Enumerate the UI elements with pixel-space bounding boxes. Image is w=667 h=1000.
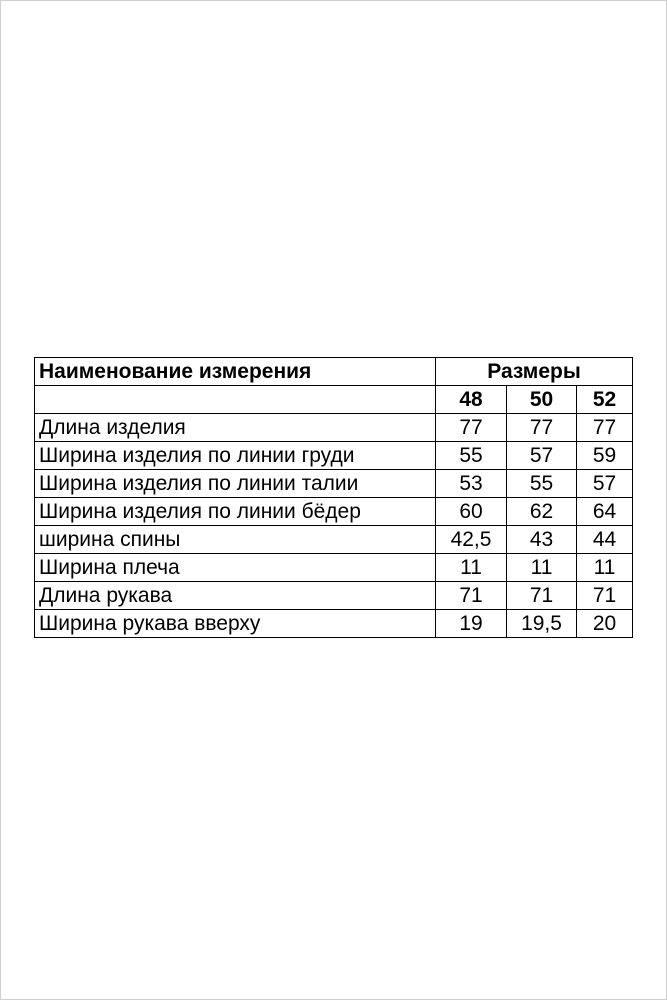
value-cell: 11 <box>507 554 577 582</box>
sizes-row <box>35 386 633 414</box>
value-cell: 11 <box>577 554 633 582</box>
size-48: 48 <box>436 386 507 414</box>
measurement-name: Длина рукава <box>35 582 436 610</box>
measurement-name: Ширина рукава вверху <box>35 610 436 638</box>
value-cell: 55 <box>436 442 507 470</box>
table-row <box>35 554 633 582</box>
value-cell: 71 <box>436 582 507 610</box>
value-cell: 60 <box>436 498 507 526</box>
value-cell: 11 <box>436 554 507 582</box>
value-cell: 53 <box>436 470 507 498</box>
table-row <box>35 442 633 470</box>
table-row <box>35 498 633 526</box>
table-row <box>35 526 633 554</box>
table-row <box>35 470 633 498</box>
value-cell: 62 <box>507 498 577 526</box>
measurement-name: Ширина изделия по линии бёдер <box>35 498 436 526</box>
value-cell: 55 <box>507 470 577 498</box>
sizes-header: Размеры <box>436 358 633 386</box>
size-chart-table <box>34 357 633 638</box>
value-cell: 64 <box>577 498 633 526</box>
value-cell: 43 <box>507 526 577 554</box>
value-cell: 71 <box>577 582 633 610</box>
table-header-row <box>35 358 633 386</box>
table-row <box>35 414 633 442</box>
value-cell: 57 <box>507 442 577 470</box>
measurement-name: Длина изделия <box>35 414 436 442</box>
value-cell: 19,5 <box>507 610 577 638</box>
measurement-name: Ширина изделия по линии груди <box>35 442 436 470</box>
table-row <box>35 582 633 610</box>
measurement-name: Ширина изделия по линии талии <box>35 470 436 498</box>
value-cell: 19 <box>436 610 507 638</box>
size-52: 52 <box>577 386 633 414</box>
measurement-name-header: Наименование измерения <box>35 358 436 386</box>
value-cell: 59 <box>577 442 633 470</box>
value-cell: 71 <box>507 582 577 610</box>
value-cell: 57 <box>577 470 633 498</box>
measurement-name: ширина спины <box>35 526 436 554</box>
empty-cell <box>35 386 436 414</box>
value-cell: 42,5 <box>436 526 507 554</box>
table-row <box>35 610 633 638</box>
value-cell: 44 <box>577 526 633 554</box>
value-cell: 77 <box>577 414 633 442</box>
value-cell: 20 <box>577 610 633 638</box>
value-cell: 77 <box>507 414 577 442</box>
size-50: 50 <box>507 386 577 414</box>
value-cell: 77 <box>436 414 507 442</box>
measurement-name: Ширина плеча <box>35 554 436 582</box>
